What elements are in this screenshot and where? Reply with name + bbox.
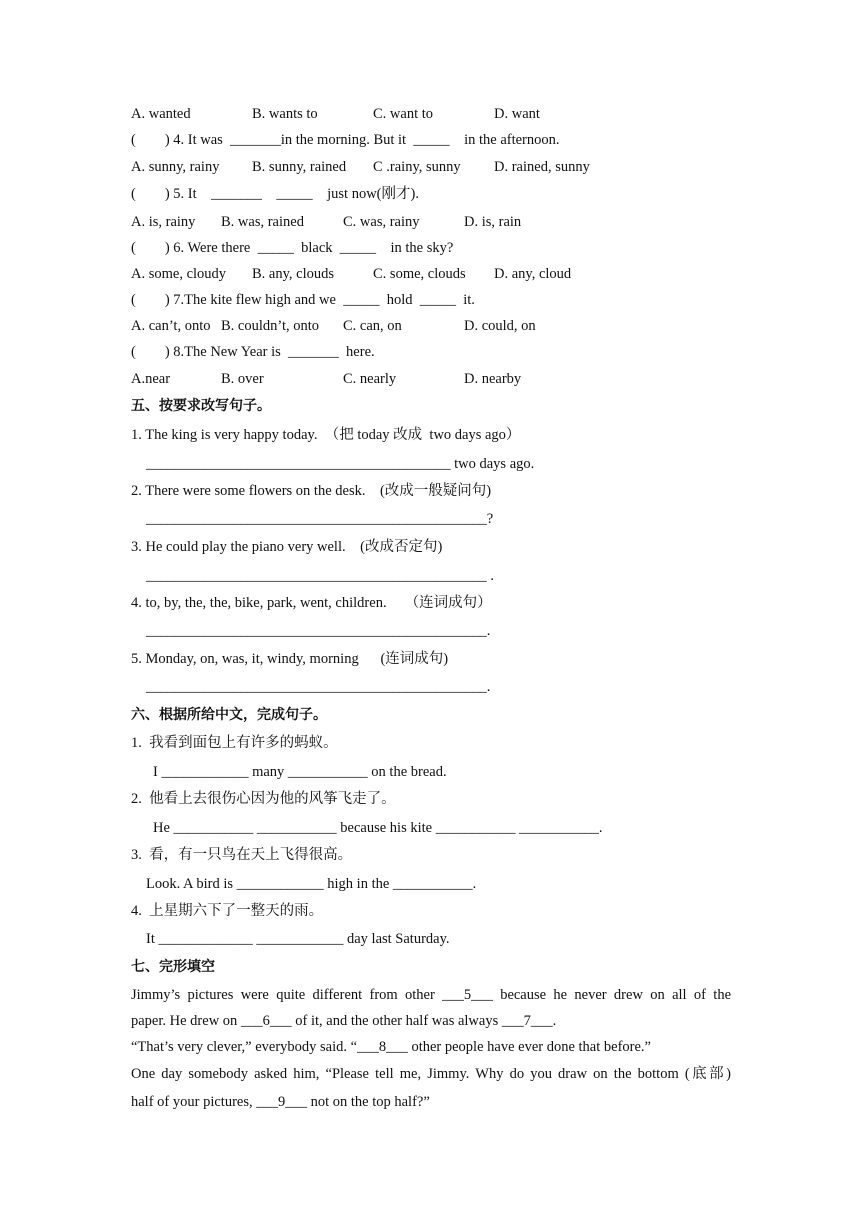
cloze-paragraph3-line1: One day somebody asked him, “Please tell me, Jimmy. Why do you draw on the bottom (底部) bbox=[131, 1066, 731, 1082]
section5-item5-answer-line: _______________________________________________. bbox=[146, 679, 491, 695]
section5-item1-answer-line: __________________________________________ two days ago. bbox=[146, 456, 535, 472]
section5-item4-question: 4. to, by, the, the, bike, park, went, children. （连词成句） bbox=[131, 595, 492, 611]
section5-item5-question: 5. Monday, on, was, it, windy, morning (连词成句) bbox=[131, 651, 449, 667]
q6-option-d: D. any, cloud bbox=[494, 266, 572, 282]
cloze-paragraph2: “That’s very clever,” everybody said. “___8___ other people have ever done that before.” bbox=[131, 1039, 651, 1055]
section5-heading: 五、按要求改写句子。 bbox=[131, 398, 271, 414]
q4-option-c: C .rainy, sunny bbox=[373, 159, 461, 175]
q4-option-d: D. rained, sunny bbox=[494, 159, 590, 175]
section6-heading: 六、根据所给中文，完成句子。 bbox=[131, 707, 327, 723]
q5-question: ( ) 5. It _______ _____ just now(刚才). bbox=[131, 186, 419, 202]
section5-item1-question: 1. The king is very happy today. （把 today 改成 two days ago） bbox=[131, 427, 521, 443]
section5-item3-answer-line: _______________________________________________ . bbox=[146, 568, 494, 584]
section7-heading: 七、完形填空 bbox=[131, 959, 215, 975]
q6-option-b: B. any, clouds bbox=[252, 266, 335, 282]
q3-option-a: A. wanted bbox=[131, 106, 191, 122]
q8-question: ( ) 8.The New Year is _______ here. bbox=[131, 344, 375, 360]
q4-question: ( ) 4. It was _______in the morning. But it _____ in the afternoon. bbox=[131, 132, 560, 148]
q4-option-b: B. sunny, rained bbox=[252, 159, 347, 175]
q6-option-a: A. some, cloudy bbox=[131, 266, 227, 282]
section6-item1-english: I ____________ many ___________ on the bread. bbox=[153, 764, 447, 780]
q5-option-d: D. is, rain bbox=[464, 214, 522, 230]
q6-option-c: C. some, clouds bbox=[373, 266, 466, 282]
cloze-paragraph1-line2: paper. He drew on ___6___ of it, and the other half was always ___7___. bbox=[131, 1013, 557, 1029]
section6-item4-english: It _____________ ____________ day last Saturday. bbox=[146, 931, 450, 947]
section6-item2-english: He ___________ ___________ because his kite ___________ ___________. bbox=[153, 820, 603, 836]
section5-item4-answer-line: _______________________________________________. bbox=[146, 623, 491, 639]
q5-option-c: C. was, rainy bbox=[343, 214, 420, 230]
section6-item4-chinese: 4. 上星期六下了一整天的雨。 bbox=[131, 903, 324, 919]
cloze-paragraph1-line1: Jimmy’s pictures were quite different from other ___5___ because he never drew on all of the bbox=[131, 987, 731, 1003]
q7-question: ( ) 7.The kite flew high and we _____ hold _____ it. bbox=[131, 292, 475, 308]
section5-item3-question: 3. He could play the piano very well. (改成否定句) bbox=[131, 539, 443, 555]
q8-option-d: D. nearby bbox=[464, 371, 522, 387]
q8-option-b: B. over bbox=[221, 371, 264, 387]
q7-option-c: C. can, on bbox=[343, 318, 402, 334]
q3-option-b: B. wants to bbox=[252, 106, 318, 122]
q4-option-a: A. sunny, rainy bbox=[131, 159, 220, 175]
q8-option-c: C. nearly bbox=[343, 371, 397, 387]
cloze-paragraph3-line2: half of your pictures, ___9___ not on the top half?” bbox=[131, 1094, 430, 1110]
q7-option-b: B. couldn’t, onto bbox=[221, 318, 320, 334]
section6-item2-chinese: 2. 他看上去很伤心因为他的风筝飞走了。 bbox=[131, 791, 396, 807]
q5-option-a: A. is, rainy bbox=[131, 214, 196, 230]
section5-item2-answer-line: _______________________________________________? bbox=[146, 511, 494, 527]
q3-option-d: D. want bbox=[494, 106, 540, 122]
q6-question: ( ) 6. Were there _____ black _____ in the sky? bbox=[131, 240, 454, 256]
section6-item1-chinese: 1. 我看到面包上有许多的蚂蚁。 bbox=[131, 735, 338, 751]
q8-option-a: A.near bbox=[131, 371, 171, 387]
section6-item3-chinese: 3. 看，有一只鸟在天上飞得很高。 bbox=[131, 847, 353, 863]
section5-item2-question: 2. There were some flowers on the desk. (改成一般疑问句) bbox=[131, 483, 492, 499]
q7-option-d: D. could, on bbox=[464, 318, 536, 334]
q3-option-c: C. want to bbox=[373, 106, 434, 122]
section6-item3-english: Look. A bird is ____________ high in the ___________. bbox=[146, 876, 477, 892]
q7-option-a: A. can’t, onto bbox=[131, 318, 211, 334]
q5-option-b: B. was, rained bbox=[221, 214, 304, 230]
